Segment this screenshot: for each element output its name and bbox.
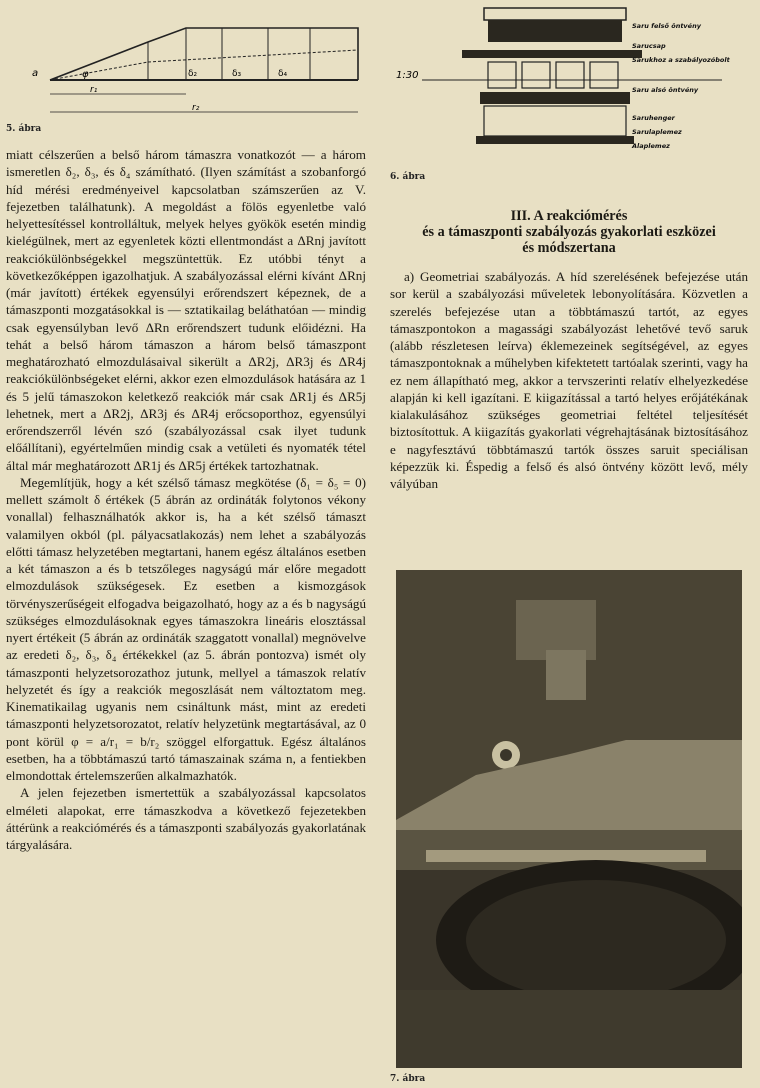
fig6-scale: 1:30 [396,70,419,81]
figure-6-diagram [392,2,758,152]
figure-7-caption: 7. ábra [390,1074,426,1084]
section-heading [390,208,748,256]
fig6-label-5: Sarulaplemez [632,128,682,136]
right-paragraph-1: a) Geometriai szabályozás. A híd szerelésének befejezése után sor kerül a szabályozási műveletek lebonyolítására. Közvetlen a szerelés befejezése utan a többtámaszú tartót, az egyes támaszpontokon a magassági szabályozást lehetővé tevő saruk (alább részletesen leírva) éklemezeinek segítségével, az egyes támaszpontoknak a műhelyben kifektetett tartóalak szerinti, vagy ha ez nem állapítható meg, akkor a tervszerinti relatív elhelyezkedése alapján ki kell igazítani. E kiigazítással a tartó helyes erőjátékának kialakulásához szükséges geometriai feltétel teljesítését biztosítottuk. A kiigazítás gyakorlati végrehajtásának biztosításához e nagyfesztávú többtámaszú tartók összes saruit speciálisan képezzük ki. Éspedig a felső és alsó öntvény között levő, mély vályúban [390,269,748,491]
fig5-label-d4: δ₄ [278,69,288,79]
fig6-label-4: Saruhenger [632,114,675,122]
fig5-label-d2: δ₂ [188,69,198,79]
section-heading-line-1: III. A reakciómérés [510,208,628,224]
fig5-label-a: a [32,68,39,79]
fig6-label-0: Saru felső öntvény [632,22,701,30]
left-paragraph-1: miatt célszerűen a belső három támaszra vonatkozót — a három ismeretlen δ₂, δ₃, és δ₄ számítható. (Ilyen számítást a szobanforgó híd mérési eredményeivel kapcsolatban számszerűen az V. fejezetben találhatunk). A megoldást a fölös egyenletbe való helyettesítéssel kontrolláltuk, melyek helyes gyökök esetén mindig kielégülnek, mert az egyenletek közti ellentmondást a ΔRnj javított reakciókülönbségekkel megszüntettük. Ez utóbbi tényt a következőképpen igazolhatjuk. A szabályozással elérni kívánt ΔRnj (már javított) értékek egyensúlyi erőrendszert képeznek, de a támaszponti mozgatásokkal is — sztatikailag beláthatóan — mindig csak egyensúlyban levő ΔRn erőrendszert tudunk előidézni. Ha tehát a belső három támaszon a három belső támaszpont meghatározható elmozdulásaival sikerült a ΔR2j, ΔR3j és ΔR4j reakciókülönbségeket elérni, akkor ezen elmozdulások hatására az 1 és 5 jelű támaszokon keletkező reakciók már csak ΔR1j és ΔR5j lehetnek, mert a ΔR2j, ΔR3j és ΔR4j erőcsoporthoz, egyensúlyi erőrendszerről lévén szó (szabályozással csak ilyet tudunk előállítani), egyértelműen mindig csak a vetületi és nyomaték tétel által már meghatározott ΔR1j és ΔR5j értékek tartozhatnak. [6,147,366,473]
left-paragraph-3: A jelen fejezetben ismertettük a szabályozással kapcsolatos elméleti alapokat, erre támaszkodva a következő fejezetekben áttérünk a reakciómérés és a támaszponti szabályozás gyakorlatának tárgyalására. [6,785,366,852]
section-heading-line-3: és módszertana [522,240,616,256]
figure-7-photo [396,570,742,1068]
fig5-label-d3: δ₃ [232,69,242,79]
figure-5-diagram [20,6,376,124]
figure-5-caption: 5. ábra [6,124,42,134]
left-column [6,146,366,853]
fig6-label-2: Sarukhoz a szabályozóbolt [632,56,730,64]
fig6-label-6: Alaplemez [632,142,670,150]
fig5-label-r2: r₂ [192,103,200,113]
fig5-label-r1: r₁ [90,85,98,95]
left-paragraph-2: Megemlítjük, hogy a két szélső támasz megkötése (δ₁ = δ₅ = 0) mellett számolt δ értékek (5 ábrán az ordináták folytonos vékony vonallal) felhasználhatók akkor is, ha a két szélső támaszt valamilyen okból (pl. pályacsatlakozás) nem lehet a szabályozás előtti támasz helyzetében megtartani, hanem egész általános esetben a két támaszon a és b tetszőleges nagyságú már előre megadott elmozdulások szükségesek. Ez esetben a kismozgások törvényszerűségeit elfogadva beigazolható, hogy az a és b nagyságú szükséges elmozdulásoknak egyes támaszokra lineáris elosztással nyert értékeit (5 ábrán az ordináták szaggatott vonallal) megnövelve az eredeti δ₂, δ₃, δ₄ értékekkel (az 5. ábrán pontozva) ismét oly támaszponti helyzetsorozathoz jutunk, mellyel a támaszok relatív helyzetét és így a reakciók megoszlását nem változtatom meg. Kinematikailag ugyanis nem csináltunk mást, mint az eredeti támaszponti helyzetsorozatot, relatív helyzetünk megtartásával, az 0 pont körül φ = a/r₁ = b/r₂ szöggel elforgattuk. Egész általános esetben, ha a többtámaszú tartó támaszainak száma n, a fentiekben elmondottak értelemszerűen alkalmazhatók. [6,474,366,783]
fig6-label-1: Sarucsap [632,42,666,50]
fig5-label-phi: φ [82,69,89,80]
section-heading-line-2: és a támaszponti szabályozás gyakorlati eszközei [422,224,716,240]
fig6-label-3: Saru alsó öntvény [632,86,699,94]
figure-6-caption: 6. ábra [390,172,426,182]
right-column [390,208,748,492]
